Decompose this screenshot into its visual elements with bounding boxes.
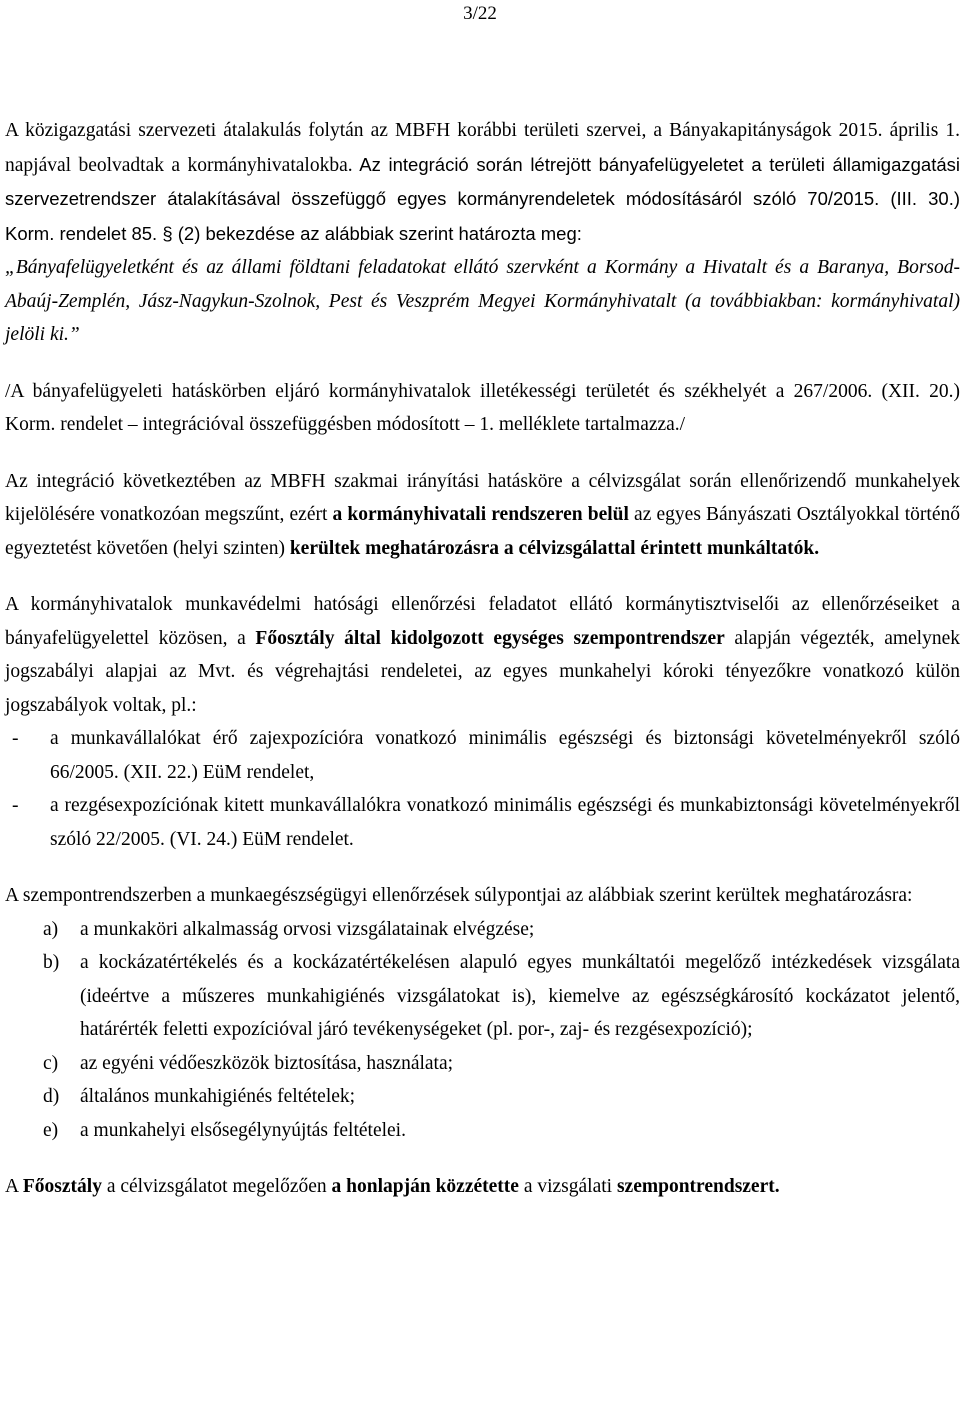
list-item <box>5 789 960 856</box>
highlight-text: a honlapján közzétette <box>331 1176 519 1197</box>
intro-paragraph <box>5 114 960 251</box>
list-item <box>5 1047 960 1081</box>
highlight-text: szempontrendszert. <box>616 1176 780 1197</box>
list-item-text: a rezgésexpozíciónak kitett munkavállalókra vonatkozó minimális egészségi és munkabiztonsági követelményekről szóló 22/2005. (VI. 24.) EüM rendelet. <box>50 795 960 850</box>
list-marker: c) <box>43 1052 59 1074</box>
list-marker: d) <box>43 1086 60 1107</box>
list-item-text: a munkaköri alkalmasság orvosi vizsgálatainak elvégzése; <box>80 918 535 940</box>
list-marker: e) <box>43 1119 59 1141</box>
regulation-quote: „Bányafelügyeletként és az állami földtani feladatokat ellátó szervként a Kormány a Hivatalt és a Baranya, Borsod-Abaúj-Zemplén, Jász-Nagykun-Szolnok, Pest és Veszprém Megyei Kormányhivatalt (a továbbiakban: kormányhivatal) jelöli ki.” <box>5 257 960 345</box>
list-item-text: a munkahelyi elsősegélynyújtás feltételei. <box>80 1119 406 1141</box>
list-marker: - <box>12 728 19 749</box>
competence-note: /A bányafelügyeleti hatáskörben eljáró kormányhivatalok illetékességi területét és székhelyét a 267/2006. (XII. 20.) Korm. rendelet – integrációval összefüggésben módosított – 1. melléklete tartalmazza./ <box>5 380 960 435</box>
list-item <box>5 722 960 789</box>
list-item-text: a kockázatértékelés és a kockázatértékelésen alapuló egyes munkáltatói megelőző intézkedések vizsgálata (ideértve a műszeres munkahigiénés vizsgálatokat is), kiemelve az egészségkárosító kockázatot jelentő, határérték feletti expozícióval járó tevékenységeket (pl. por-, zaj- és rezgésexpozíció); <box>80 952 960 1040</box>
integration-paragraph: Az integráció következtében az MBFH szakmai irányítási hatásköre a célvizsgálat során ellenőrizendő munkahelyek kijelölésére vonatkozóan megszűnt, ezért a kormányhivatali rendszeren belül az egyes Bányászati Osztályokkal történő egyeztetést követően (helyi szinten) kerültek meghatározásra a célvizsgálattal érintett munkáltatók. <box>5 470 960 559</box>
focus-paragraph: A szempontrendszerben a munkaegészségügyi ellenőrzések súlypontjai az alábbiak szerint kerültek meghatározásra: <box>5 885 913 906</box>
list-item <box>5 1080 960 1114</box>
regulation-text: Az integráció során létrejött bányafelügyeletet a területi államigazgatási szervezetrendszer átalakításával összefüggő egyes kormányrendeletek módosításáról szóló 70/2015. (III. 30.) Korm. rendelet 85. § (2) bekezdése az alábbiak szerint határozta meg: <box>5 153 960 244</box>
highlight-text: kerültek meghatározásra a célvizsgálattal érintett munkáltatók. <box>289 537 820 559</box>
list-item-text: a munkavállalókat érő zajexpozícióra vonatkozó minimális egészségi és biztonsági követelményekről szóló 66/2005. (XII. 22.) EüM rendelet, <box>50 728 960 783</box>
highlight-text: a kormányhivatali rendszeren belül <box>332 504 629 525</box>
highlight-text: Főosztály által kidolgozott egységes szempontrendszer <box>255 627 725 649</box>
list-item <box>5 1114 960 1148</box>
list-item <box>5 946 960 1047</box>
highlight-text: Főosztály <box>22 1176 102 1197</box>
page-number: 3/22 <box>463 3 497 24</box>
list-item-text: az egyéni védőeszközök biztosítása, használata; <box>80 1052 454 1074</box>
intro-text: A közigazgatási szervezeti átalakulás folytán az MBFH korábbi területi szervei, a Bányakapitányságok 2015. április 1. napjával beolvadtak a kormányhivatalokba. <box>5 120 960 176</box>
closing-paragraph: A Főosztály a célvizsgálatot megelőzően a honlapján közzétette a vizsgálati szempontrendszert. <box>5 1176 780 1197</box>
list-item <box>5 913 960 947</box>
document-body <box>5 114 960 1204</box>
inspection-paragraph: A kormányhivatalok munkavédelmi hatósági ellenőrzési feladatot ellátó kormánytisztviselői az ellenőrzéseiket a bányafelügyelettel közösen, a Főosztály által kidolgozott egységes szempontrendszer alapján végezték, amelynek jogszabályi alapjai az Mvt. és végrehajtási rendeletei, az egyes munkahelyi kóroki tényezőkre vonatkozó külön jogszabályok voltak, pl.: <box>5 594 960 716</box>
list-marker: a) <box>43 918 59 940</box>
list-marker: b) <box>43 952 60 973</box>
list-marker: - <box>12 795 19 816</box>
list-item-text: általános munkahigiénés feltételek; <box>80 1086 356 1107</box>
